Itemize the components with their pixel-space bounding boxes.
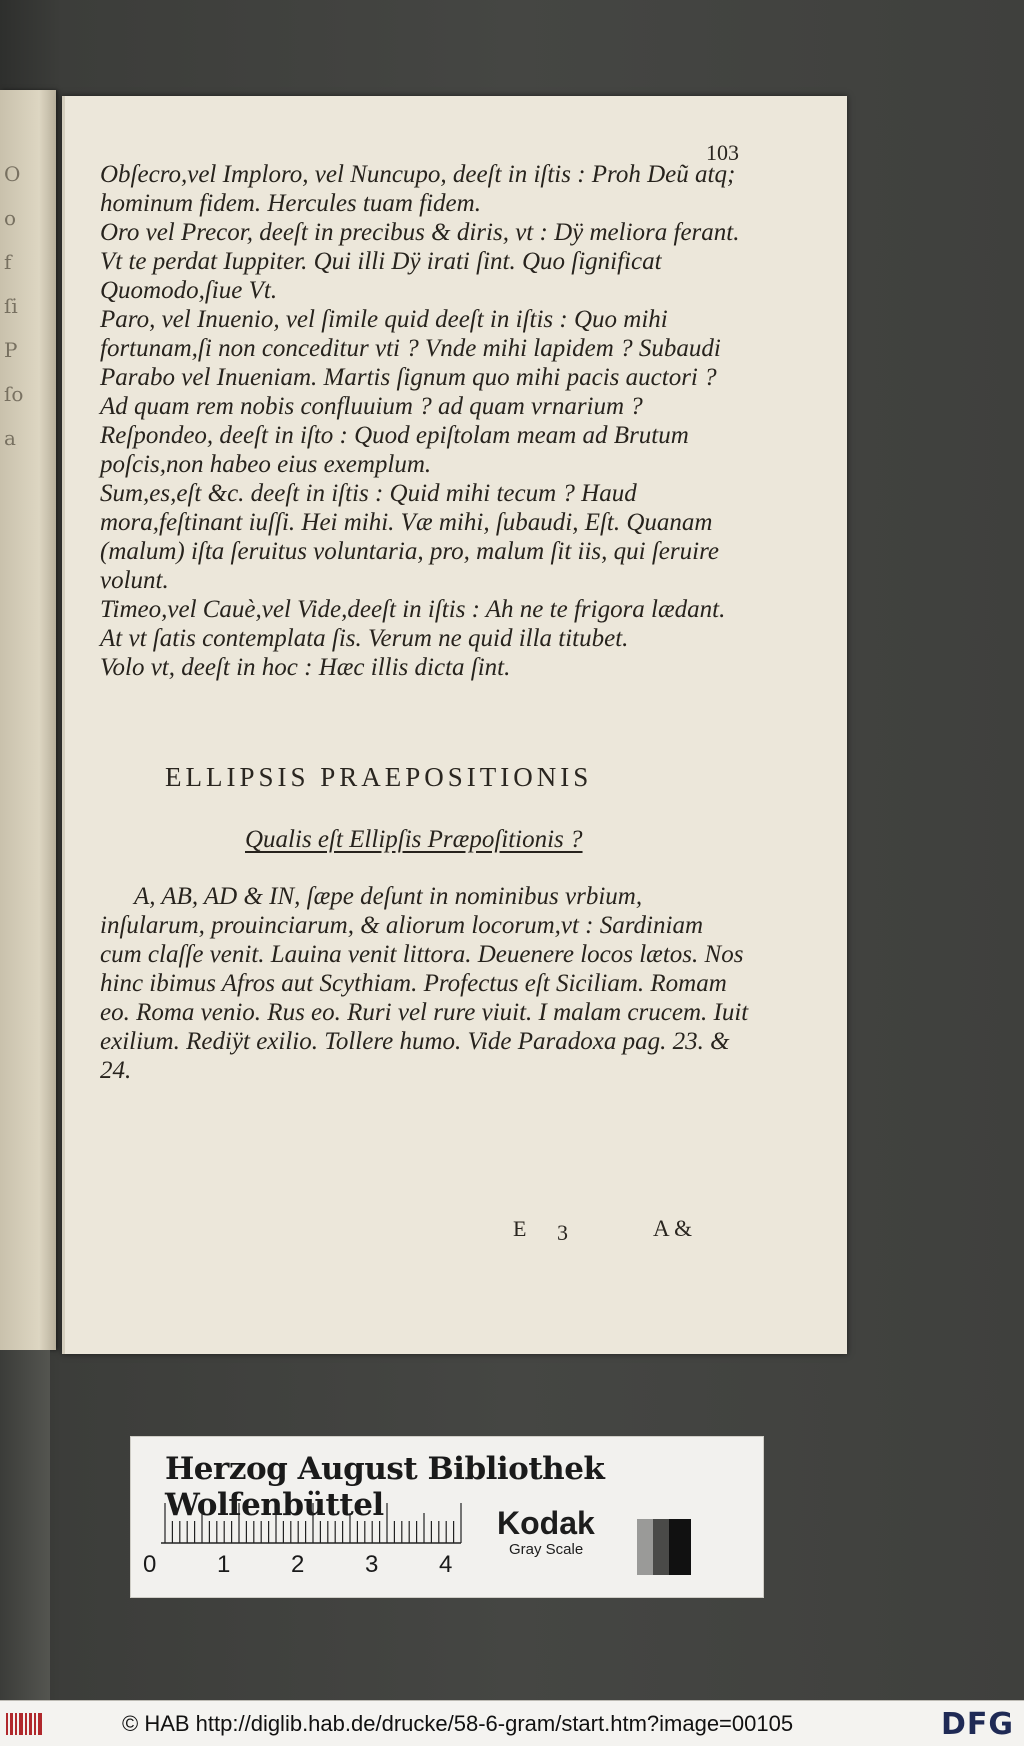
book-page (62, 96, 847, 1354)
paragraph-respondeo: Reſpondeo, deeſt in iſto : Quod epiſtolam meam ad Brutum poſcis,non habeo eius exemplum. (100, 422, 689, 478)
signature-number: 3 (557, 1220, 568, 1245)
section-heading: ELLIPSIS PRAEPOSITIONIS (165, 762, 593, 792)
facing-page-shadow (0, 1350, 50, 1700)
page-number: 103 (706, 140, 739, 165)
catchword: A & (653, 1216, 692, 1241)
signature-mark: E (513, 1216, 527, 1241)
dfg-logo: DFG (940, 1707, 1014, 1742)
facing-page-glyph: f (4, 250, 12, 274)
hab-barcode-icon (6, 1711, 46, 1737)
library-title: Herzog August Bibliothek Wolfenbüttel (165, 1451, 605, 1523)
ellipsis-verb-text (100, 160, 750, 682)
ruler-label-0: 0 (143, 1551, 157, 1578)
paragraph-sum: Sum,es,eſt &c. deeſt in iſtis : Quid mihi tecum ? Haud mora,feſtinant iuſſi. Hei mihi. Væ mihi, ſubaudi, Eſt. Quanam (malum) iſta ſeruitus voluntaria, pro, malum ſit iis, qui ſeruire volunt. (100, 480, 719, 594)
paragraph-oro: Oro vel Precor, deeſt in precibus & diris, vt : Dÿ meliora ferant. Vt te perdat Iuppiter. Qui illi Dÿ irati ſint. Quo ſignificat Quomodo,ſiue Vt. (100, 219, 740, 304)
ruler-label-1: 1 (217, 1551, 231, 1578)
gray-swatch-mid (653, 1519, 669, 1575)
ruler-label-4: 4 (439, 1551, 453, 1578)
facing-page-glyph: ſo (4, 382, 24, 406)
ruler-label-2: 2 (291, 1551, 305, 1578)
footer-bar (0, 1700, 1024, 1746)
gray-swatch-light (637, 1519, 653, 1575)
preposition-paragraph: A, AB, AD & IN, ſæpe deſunt in nominibus vrbium, inſularum, prouinciarum, & aliorum locorum,vt : Sardiniam cum claſſe venit. Lauina venit littora. Deuenere locos lætos. Nos hinc ibimus Afros aut Scythiam. Profectus eſt Siciliam. Romam eo. Roma venio. Rus eo. Ruri vel rure viuit. I malam crucem. Iuit exilium. Rediÿt exilio. Tollere humo. Vide Paradoxa pag. 23. & 24. (100, 883, 749, 1084)
facing-page-glyph: o (4, 206, 17, 230)
paragraph-paro: Paro, vel Inuenio, vel ſimile quid deeſt in iſtis : Quo mihi fortunam,ſi non conceditur vti ? Vnde mihi lapidem ? Subaudi Parabo vel Inueniam. Martis ſignum quo mihi pacis auctori ? Ad quam rem nobis confluuium ? ad quam vrnarium ? (100, 306, 721, 420)
facing-page-glyph: O (4, 162, 21, 186)
kodak-logo: Kodak (497, 1505, 595, 1541)
ruler-scale (161, 1499, 501, 1549)
color-calibration-card (130, 1436, 764, 1598)
facing-page-glyph: P (4, 338, 18, 362)
facing-page-glyph: ſi (4, 294, 18, 318)
facing-page-glyph: a (4, 426, 16, 450)
kodak-subtitle: Gray Scale (509, 1541, 584, 1558)
paragraph-obsecro: Obſecro,vel Imploro, vel Nuncupo, deeſt in iſtis : Proh Deũ atq; hominum fidem. Hercules tuam fidem. (100, 161, 736, 217)
ruler-label-3: 3 (365, 1551, 379, 1578)
paragraph-volo: Volo vt, deeſt in hoc : Hæc illis dicta ſint. (100, 654, 511, 681)
footer-url-link[interactable]: © HAB http://diglib.hab.de/drucke/58-6-gram/start.htm?image=00105 (122, 1711, 794, 1736)
section-question: Qualis eſt Ellipſis Præpoſitionis ? (245, 826, 583, 853)
gray-swatch-dark (669, 1519, 691, 1575)
facing-page-edge (0, 90, 56, 1350)
paragraph-timeo: Timeo,vel Cauè,vel Vide,deeſt in iſtis : Ah ne te frigora lædant. At vt ſatis contemplata ſis. Verum ne quid illa titubet. (100, 596, 726, 652)
